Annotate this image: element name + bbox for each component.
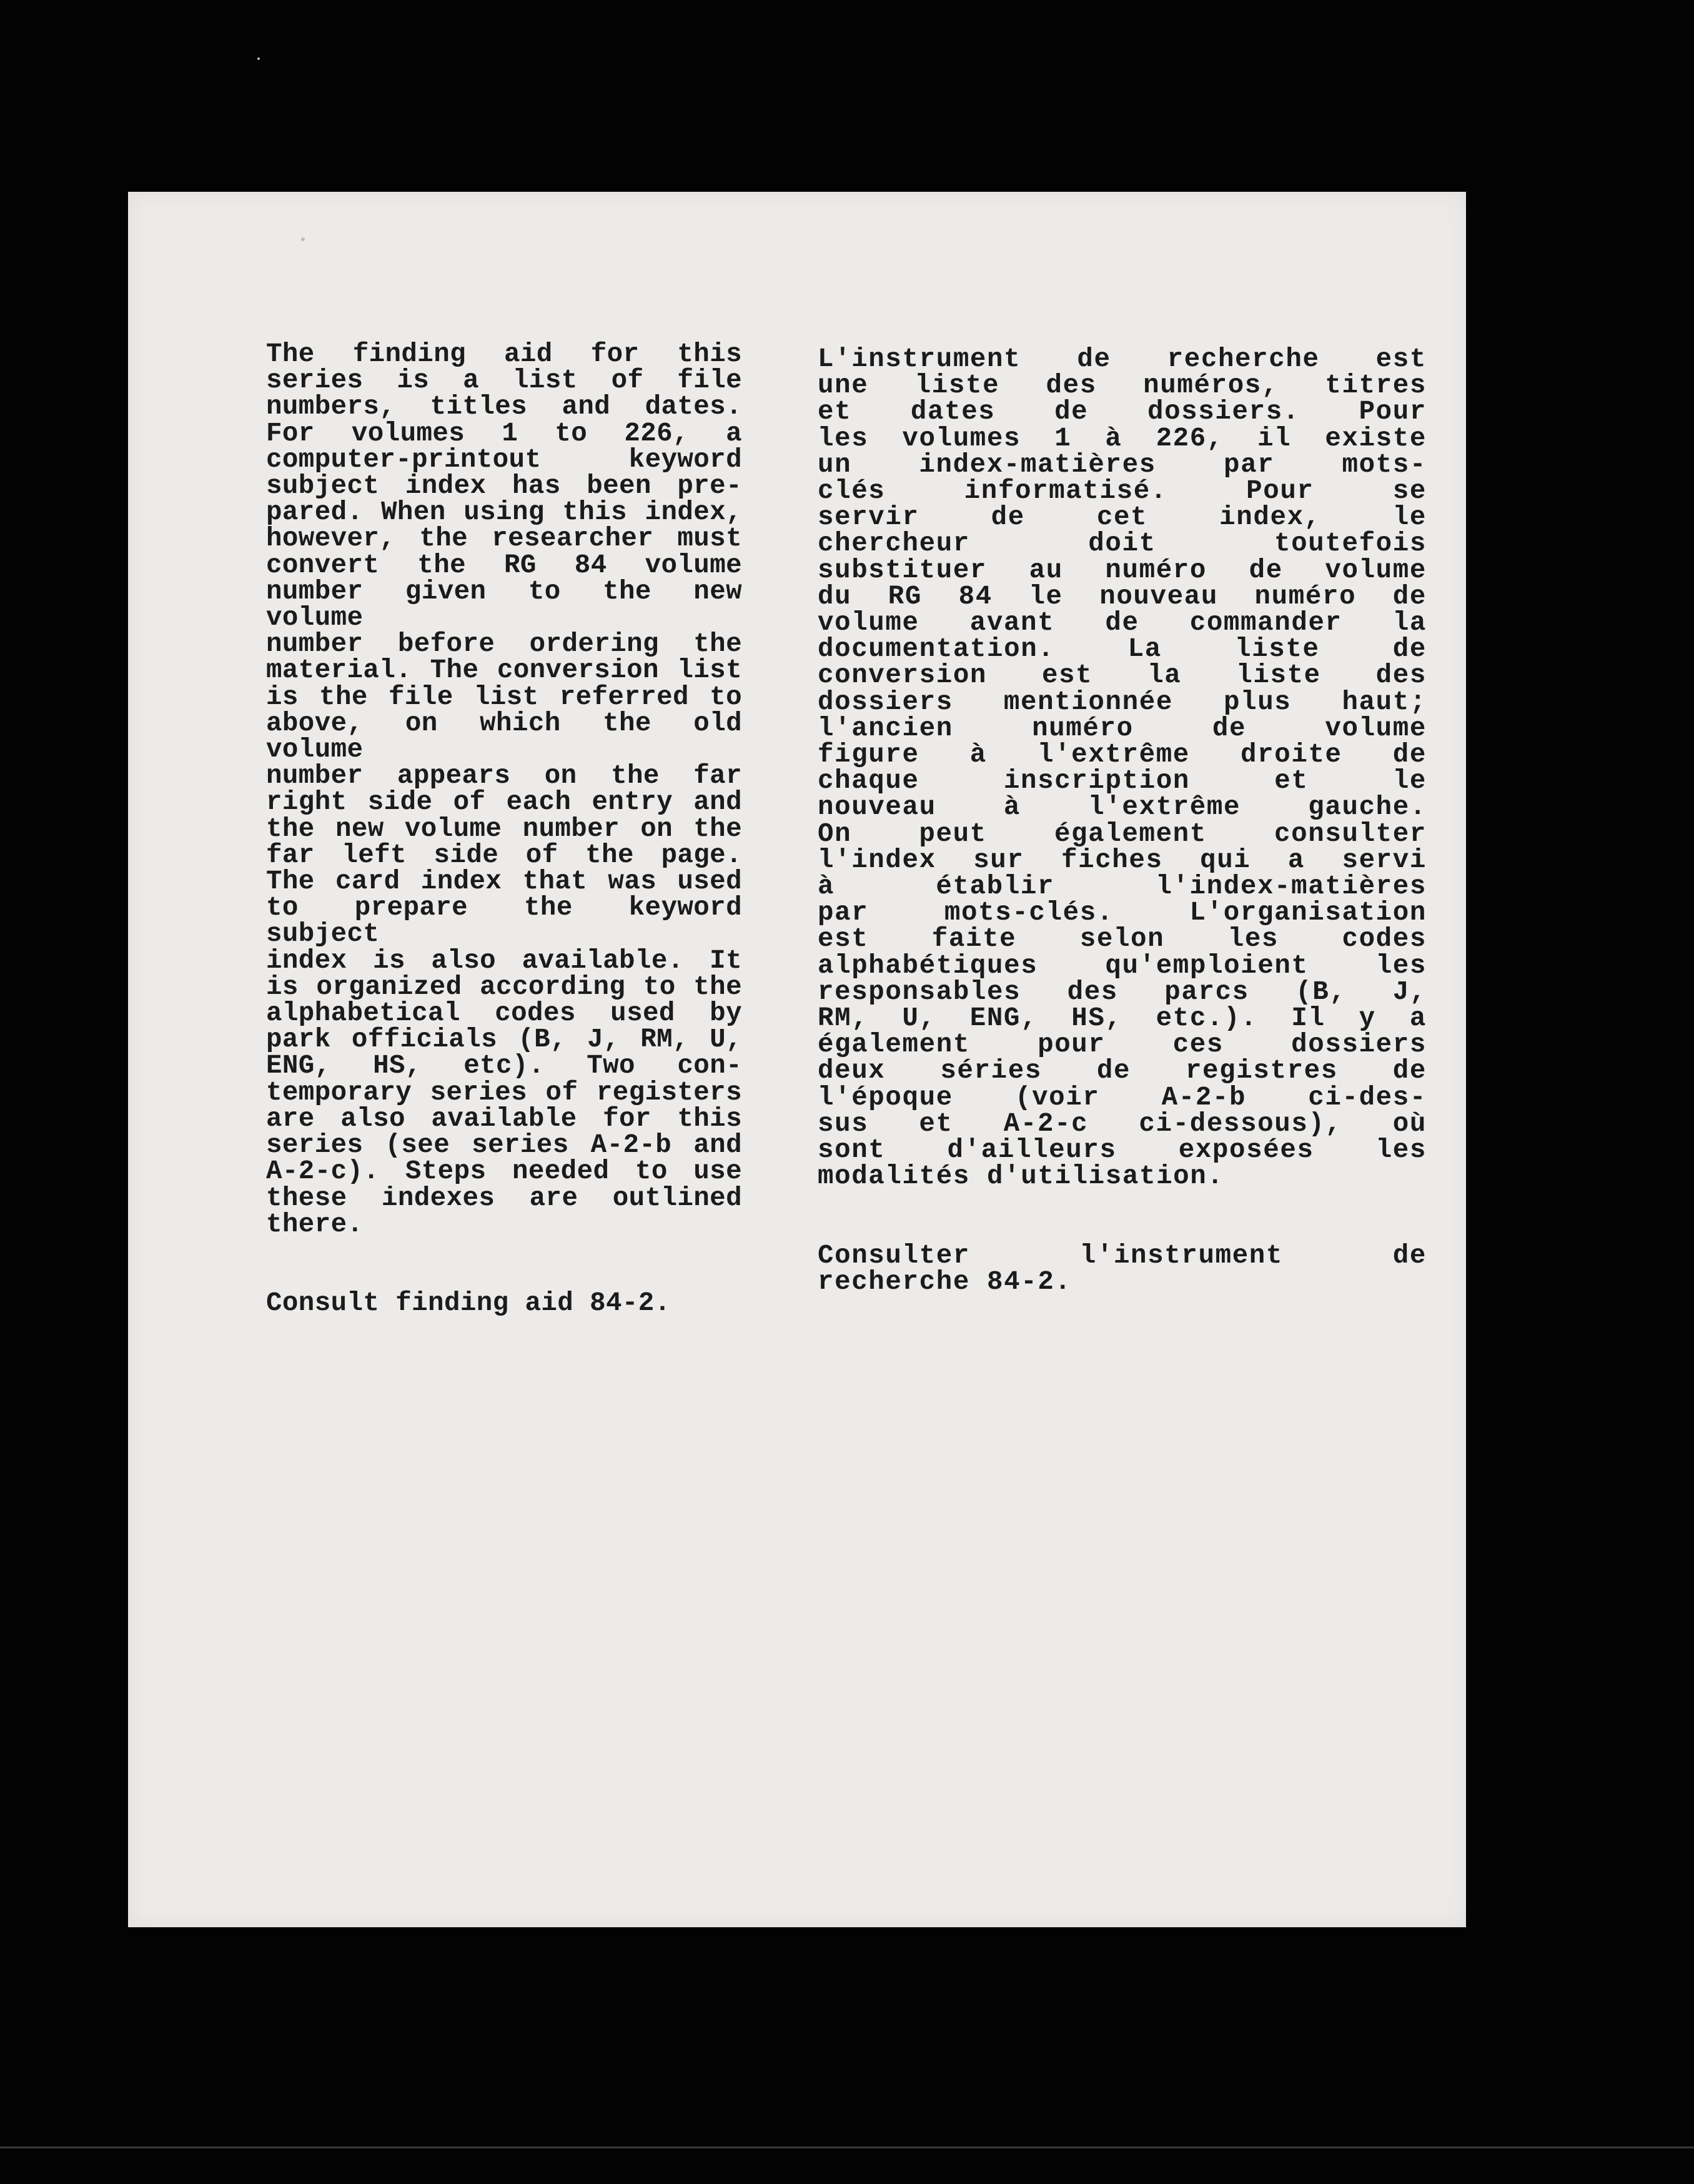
text-line: figure à l'extrême droite de: [818, 740, 1427, 770]
text-line: clés informatisé. Pour se: [818, 476, 1427, 507]
text-line: alphabetical codes used by: [266, 998, 742, 1029]
text-line: number given to the new volume: [266, 576, 742, 633]
text-line: substituer au numéro de volume: [818, 555, 1427, 585]
text-line: responsables des parcs (B, J,: [818, 976, 1427, 1007]
text-line: above, on which the old volume: [266, 708, 742, 765]
text-line: par mots-clés. L'organisation: [818, 898, 1427, 928]
english-column: [266, 341, 742, 1316]
text-line: to prepare the keyword subject: [266, 893, 742, 950]
dust-speck: [257, 57, 260, 60]
text-line: deux séries de registres de: [818, 1056, 1427, 1086]
text-line: The finding aid for this: [266, 339, 742, 369]
text-line: une liste des numéros, titres: [818, 370, 1427, 401]
text-line: est faite selon les codes: [818, 924, 1427, 955]
text-line: series (see series A-2-b and: [266, 1130, 742, 1161]
document-page: [128, 192, 1466, 1927]
text-line: chaque inscription et le: [818, 766, 1427, 797]
text-line: is organized according to the: [266, 971, 742, 1002]
text-line: pared. When using this index,: [266, 497, 742, 528]
text-line: volume avant de commander la: [818, 608, 1427, 638]
text-line: chercheur doit toutefois: [818, 529, 1427, 559]
text-line: les volumes 1 à 226, il existe: [818, 423, 1427, 454]
text-line: également pour ces dossiers: [818, 1030, 1427, 1060]
text-line: computer-printout keyword: [266, 444, 742, 475]
text-line: documentation. La liste de: [818, 634, 1427, 665]
text-line: index is also available. It: [266, 945, 742, 976]
text-line: The card index that was used: [266, 866, 742, 897]
text-line: un index-matières par mots-: [818, 449, 1427, 480]
consult-note: Consult finding aid 84-2.: [266, 1288, 671, 1318]
text-line: dossiers mentionnée plus haut;: [818, 687, 1427, 717]
text-line: à établir l'index-matières: [818, 871, 1427, 902]
text-line: convert the RG 84 volume: [266, 550, 742, 580]
text-line: material. The conversion list: [266, 655, 742, 686]
text-line: A-2-c). Steps needed to use: [266, 1156, 742, 1187]
text-line: is the file list referred to: [266, 682, 742, 712]
text-line: the new volume number on the: [266, 813, 742, 844]
text-line: these indexes are outlined: [266, 1183, 742, 1213]
text-line: sont d'ailleurs exposées les: [818, 1135, 1427, 1166]
consult-note: recherche 84-2.: [818, 1266, 1072, 1297]
text-line: l'index sur fiches qui a servi: [818, 845, 1427, 875]
text-line: nouveau à l'extrême gauche.: [818, 792, 1427, 823]
text-line: subject index has been pre-: [266, 471, 742, 502]
text-line: sus et A-2-c ci-dessous), où: [818, 1108, 1427, 1139]
text-line: l'époque (voir A-2-b ci-des-: [818, 1082, 1427, 1113]
text-line: far left side of the page.: [266, 840, 742, 870]
text-line: number appears on the far: [266, 761, 742, 792]
text-line: are also available for this: [266, 1103, 742, 1134]
text-line: however, the researcher must: [266, 524, 742, 554]
french-column: [818, 346, 1427, 1295]
scanner-edge-line: [0, 2147, 1694, 2148]
text-line: there.: [266, 1209, 364, 1239]
text-line: modalités d'utilisation.: [818, 1161, 1224, 1192]
text-line: park officials (B, J, RM, U,: [266, 1025, 742, 1055]
text-line: series is a list of file: [266, 365, 742, 396]
text-line: RM, U, ENG, HS, etc.). Il y a: [818, 1003, 1427, 1034]
text-line: et dates de dossiers. Pour: [818, 397, 1427, 427]
text-line: ENG, HS, etc). Two con-: [266, 1051, 742, 1081]
dust-speck: [301, 237, 305, 241]
text-line: temporary series of registers: [266, 1077, 742, 1108]
text-line: du RG 84 le nouveau numéro de: [818, 581, 1427, 612]
text-line: l'ancien numéro de volume: [818, 713, 1427, 743]
text-line: On peut également consulter: [818, 818, 1427, 849]
text-line: conversion est la liste des: [818, 660, 1427, 691]
text-line: numbers, titles and dates.: [266, 392, 742, 422]
text-line: number before ordering the: [266, 629, 742, 660]
text-line: For volumes 1 to 226, a: [266, 418, 742, 449]
text-line: alphabétiques qu'emploient les: [818, 950, 1427, 981]
consult-note: Consulter l'instrument de: [818, 1240, 1427, 1271]
text-line: L'instrument de recherche est: [818, 344, 1427, 374]
text-line: right side of each entry and: [266, 787, 742, 818]
text-line: servir de cet index, le: [818, 502, 1427, 533]
